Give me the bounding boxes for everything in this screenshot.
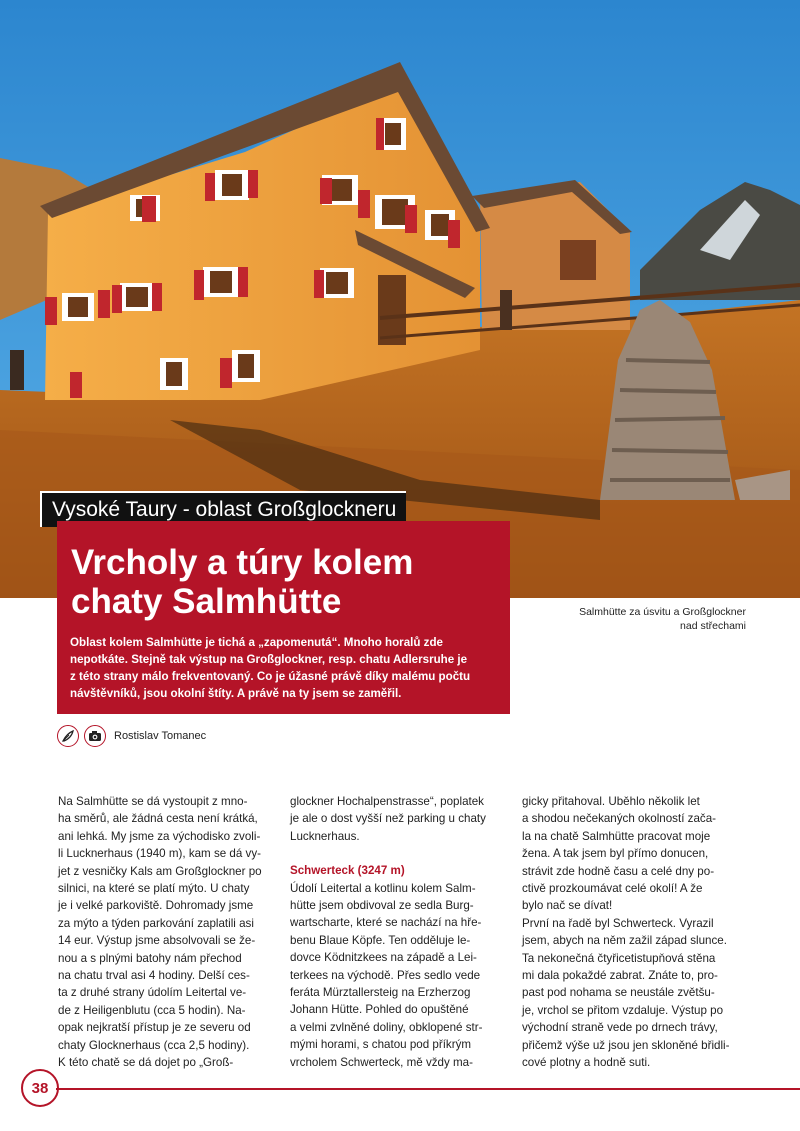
text-line: hütte jsem obdivoval ze sedla Burg- <box>290 899 474 913</box>
text-line: cové plotny a hodně suti. <box>522 1056 651 1070</box>
text-line: žena. A tak jsem byl přímo donucen, <box>522 847 709 861</box>
text-line: la na chatě Salmhütte pracovat moje <box>522 829 711 843</box>
title-box <box>57 521 510 714</box>
text-line: a shodou nečekaných okolností zača- <box>522 812 716 826</box>
caption-line: nad střechami <box>680 620 746 632</box>
text-line: jet z vesničky Kals am Großglockner po <box>58 864 262 878</box>
text-line: K této chatě se dá dojet po „Groß- <box>58 1056 234 1070</box>
photo-caption <box>546 605 746 633</box>
text-line: li Lucknerhaus (1940 m), kam se dá vy- <box>58 847 261 861</box>
text-line: ctivě prozkoumávat celé okolí! A že <box>522 882 703 896</box>
lead-line: z této strany málo frekventovaný. Co je úžasné právě díky malému počtu <box>70 670 471 683</box>
text-line: 14 eur. Výstup jsme absolvovali se že- <box>58 934 256 948</box>
text-line: a velmi zvlněné doliny, obklopené str- <box>290 1020 483 1034</box>
article-title <box>71 543 501 621</box>
text-line: nou a s plnými batohy nám přechod <box>58 951 242 965</box>
text-line: Lucknerhaus. <box>290 829 360 843</box>
caption-line: Salmhütte za úsvitu a Großglockner <box>579 606 746 618</box>
subheading: Schwerteck (3247 m) <box>290 864 405 878</box>
text-line: benu Blaue Köpfe. Ten odděluje le- <box>290 933 471 947</box>
author-byline <box>57 724 206 748</box>
text-line: Ta nekonečná čtyřicetistupňová stěna <box>522 951 716 965</box>
title-line: Vrcholy a túry kolem <box>71 543 414 582</box>
text-line: gicky přitahoval. Uběhlo několik let <box>522 795 700 808</box>
title-line: chaty Salmhütte <box>71 582 342 621</box>
body-column-3 <box>522 793 730 1072</box>
author-name: Rostislav Tomanec <box>114 730 207 742</box>
lead-line: návštěvníků, jsou okolní štíty. A právě na ty jsem se zaměřil. <box>70 687 402 700</box>
text-line: Údolí Leitertal a kotlinu kolem Salm- <box>290 881 476 895</box>
lead-line: Oblast kolem Salmhütte je tichá a „zapomenutá“. Mnoho horalů zde <box>70 636 443 649</box>
text-line: bylo nač se dívat! <box>522 899 613 913</box>
body-column-2 <box>290 793 498 1071</box>
text-line: mými horami, s chatou pod příkrým <box>290 1038 472 1052</box>
text-line: chaty Glocknerhaus (cca 2,5 hodiny). <box>58 1038 250 1052</box>
text-line: První na řadě byl Schwerteck. Vyrazil <box>522 916 714 930</box>
body-column-1 <box>58 793 266 1072</box>
text-line: je ale o dost vyšší než parking u chaty <box>290 812 486 826</box>
text-line: ani lehká. My jsme za východisko zvoli- <box>58 829 261 843</box>
text-line: na chatu trval asi 4 hodiny. Delší ces- <box>58 969 250 983</box>
lead-line: nepotkáte. Stejně tak výstup na Großglockner, resp. chatu Adlersruhe je <box>70 653 468 666</box>
text-line: past pod nohama se neustále zvětšu- <box>522 986 715 1000</box>
text-line: glockner Hochalpenstrasse“, poplatek <box>290 795 484 808</box>
text-line: wartscharte, které se nachází na hře- <box>290 916 482 930</box>
text-line: za mýto a týden parkování zaplatili asi <box>58 916 254 930</box>
page-number: 38 <box>21 1069 59 1107</box>
text-line: je i velké parkoviště. Dohromady jsme <box>58 899 254 913</box>
text-line: vrcholem Schwerteck, mě vždy ma- <box>290 1055 473 1069</box>
text-line: východní straně vede po drnech trávy, <box>522 1021 718 1035</box>
text-line: ha směrů, ale žádná cesta není krátká, <box>58 812 258 826</box>
text-line: mi dala pokaždé zabrat. Znáte to, pro- <box>522 969 718 983</box>
text-line: de z Heiligenblutu (cca 5 hodin). Na- <box>58 1003 246 1017</box>
text-line: jsem, abych na něm zažil západ slunce. <box>522 934 727 948</box>
text-line: feráta Mürztallersteig na Erzherzog <box>290 986 471 1000</box>
camera-icon <box>84 725 106 747</box>
text-line: terkees na východě. Přes sedlo vede <box>290 968 481 982</box>
text-line: dovce Ködnitzkees na západě a Lei- <box>290 951 477 965</box>
quill-icon <box>57 725 79 747</box>
text-line: opak nejkratší přístup je ze severu od <box>58 1021 251 1035</box>
text-line: strávit zde hodně času a celé dny po- <box>522 864 715 878</box>
text-line: je, vrchol se přitom vzdaluje. Výstup po <box>522 1003 724 1017</box>
page-rule <box>56 1088 800 1090</box>
text-line: silnici, na které se platí mýto. U chaty <box>58 882 250 896</box>
text-line: Johann Hütte. Pohled do opuštěné <box>290 1003 469 1017</box>
text-line: ta z druhé strany údolím Leitertal ve- <box>58 986 247 1000</box>
text-line: Na Salmhütte se dá vystoupit z mno- <box>58 795 248 808</box>
text-line: přičemž výše už jsou jen skloněné břidli- <box>522 1038 730 1052</box>
section-tag: Vysoké Taury - oblast Großglockneru <box>40 491 406 527</box>
lead-paragraph <box>70 634 500 702</box>
